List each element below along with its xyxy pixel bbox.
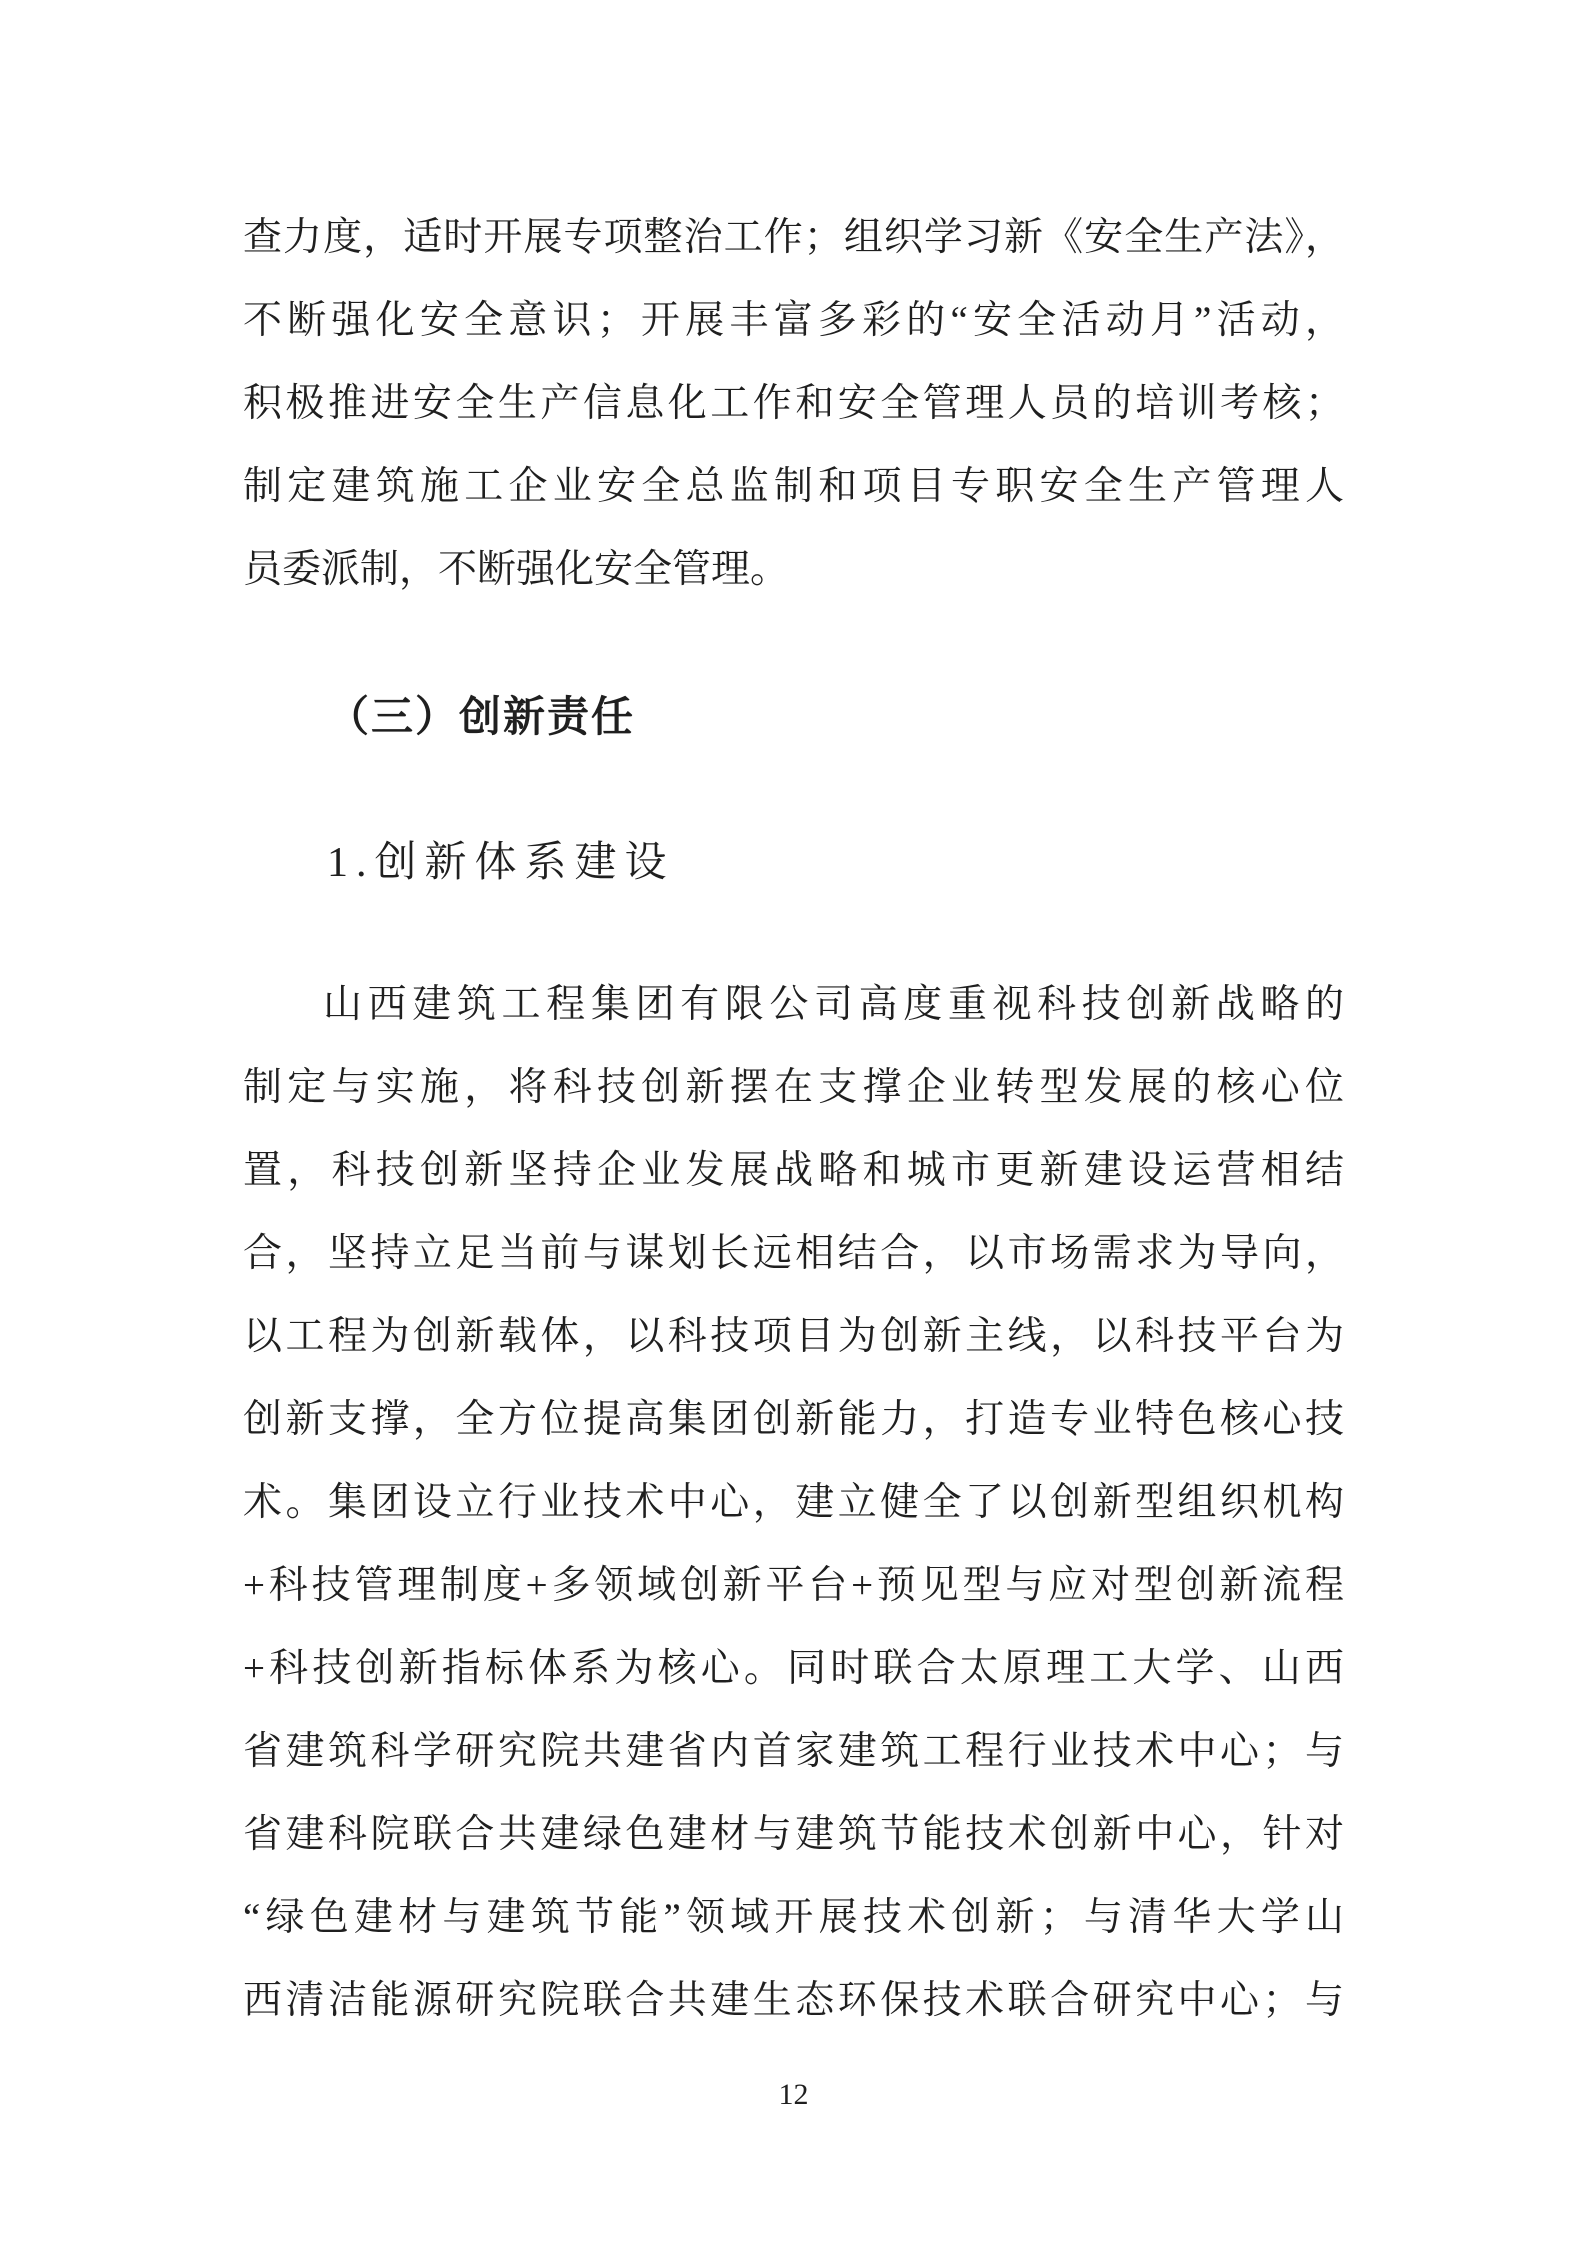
subsection-heading: 1.创新体系建设 — [327, 840, 675, 886]
body-line: 合，坚持立足当前与谋划长远相结合，以市场需求为导向， — [243, 1232, 1344, 1275]
body-line: 以工程为创新载体，以科技项目为创新主线，以科技平台为 — [243, 1315, 1344, 1358]
body-line: “绿色建材与建筑节能”领域开展技术创新；与清华大学山 — [243, 1896, 1344, 1939]
body-line: 省建科院联合共建绿色建材与建筑节能技术创新中心，针对 — [243, 1813, 1344, 1856]
page-number: 12 — [778, 2078, 809, 2111]
body-line: 员委派制，不断强化安全管理。 — [243, 548, 790, 591]
section-heading: （三）创新责任 — [327, 695, 636, 741]
text-block — [243, 0, 1344, 2042]
body-line: 山西建筑工程集团有限公司高度重视科技创新战略的 — [323, 983, 1344, 1026]
body-line: +科技创新指标体系为核心。同时联合太原理工大学、山西 — [243, 1647, 1344, 1690]
body-line: 制定建筑施工企业安全总监制和项目专职安全生产管理人 — [243, 465, 1344, 508]
body-line: 术。集团设立行业技术中心，建立健全了以创新型组织机构 — [243, 1481, 1344, 1524]
body-line: 省建筑科学研究院共建省内首家建筑工程行业技术中心；与 — [243, 1730, 1344, 1773]
body-line: +科技管理制度+多领域创新平台+预见型与应对型创新流程 — [243, 1564, 1344, 1607]
body-line: 不断强化安全意识；开展丰富多彩的“安全活动月”活动， — [243, 299, 1344, 342]
body-line: 制定与实施，将科技创新摆在支撑企业转型发展的核心位 — [243, 1066, 1344, 1109]
paragraph-body — [243, 963, 1344, 2042]
body-line: 创新支撑，全方位提高集团创新能力，打造专业特色核心技 — [243, 1398, 1344, 1441]
body-line: 查力度，适时开展专项整治工作；组织学习新《安全生产法》， — [243, 216, 1344, 259]
body-line: 积极推进安全生产信息化工作和安全管理人员的培训考核； — [243, 382, 1344, 425]
body-line: 置，科技创新坚持企业发展战略和城市更新建设运营相结 — [243, 1149, 1344, 1192]
body-line: 西清洁能源研究院联合共建生态环保技术联合研究中心；与 — [243, 1979, 1344, 2022]
paragraph-continuation — [243, 196, 1344, 611]
